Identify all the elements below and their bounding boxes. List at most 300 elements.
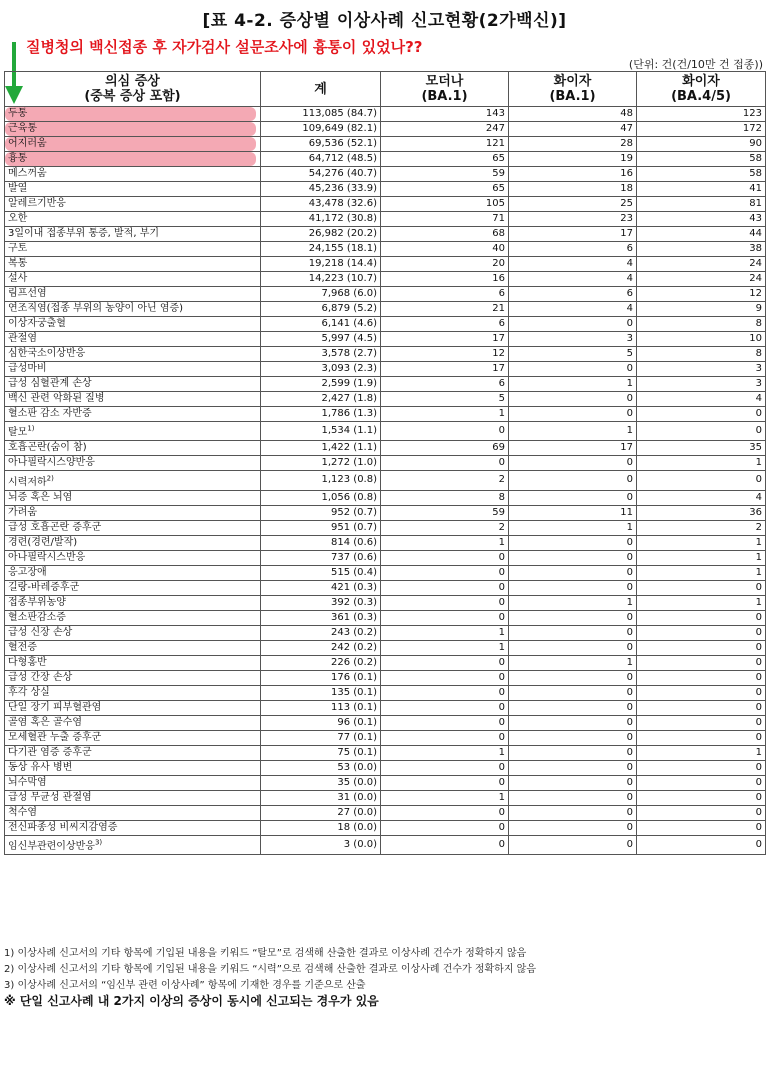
pfizer1-cell: 0	[509, 456, 637, 471]
pfizer45-cell: 0	[637, 471, 766, 490]
pfizer45-cell: 4	[637, 392, 766, 407]
symptom-text: 호흡곤란(숨이 참)	[8, 442, 87, 454]
moderna-cell: 0	[381, 670, 509, 685]
total-cell: 109,649 (82.1)	[261, 122, 381, 137]
pfizer1-cell: 0	[509, 685, 637, 700]
total-cell: 3 (0.0)	[261, 835, 381, 854]
pfizer45-cell: 0	[637, 670, 766, 685]
pfizer45-cell: 24	[637, 272, 766, 287]
footnote-3: 3) 이상사례 신고서의 “임신부 관련 이상사례” 항목에 기재한 경우를 기준으로 산출	[4, 980, 366, 991]
table-row	[5, 362, 766, 377]
symptom-cell	[5, 610, 261, 625]
table-row	[5, 332, 766, 347]
table-row	[5, 152, 766, 167]
symptom-label	[8, 522, 101, 533]
moderna-cell: 17	[381, 332, 509, 347]
unit-label: (단위: 건(건/10만 건 접종))	[628, 58, 763, 71]
symptom-text: 척수염	[8, 806, 37, 818]
symptom-label	[8, 492, 72, 503]
pfizer1-cell: 0	[509, 610, 637, 625]
symptom-text: 접종부위농양	[8, 596, 66, 608]
symptom-label	[8, 408, 92, 419]
total-cell: 18 (0.0)	[261, 820, 381, 835]
header-moderna	[381, 72, 509, 107]
highlighted-symptom-label	[5, 107, 256, 121]
table-row	[5, 137, 766, 152]
total-cell: 19,218 (14.4)	[261, 257, 381, 272]
symptom-cell	[5, 122, 261, 137]
symptom-cell	[5, 392, 261, 407]
symptom-text: 골염 혹은 골수염	[8, 716, 82, 728]
total-cell: 75 (0.1)	[261, 745, 381, 760]
symptom-label	[8, 732, 101, 743]
pfizer1-cell: 1	[509, 595, 637, 610]
pfizer45-cell: 58	[637, 167, 766, 182]
pfizer1-cell: 5	[509, 347, 637, 362]
total-cell: 951 (0.7)	[261, 520, 381, 535]
total-cell: 24,155 (18.1)	[261, 242, 381, 257]
symptom-label	[8, 427, 35, 438]
table-row	[5, 820, 766, 835]
table-row	[5, 685, 766, 700]
moderna-cell: 0	[381, 610, 509, 625]
table-row	[5, 745, 766, 760]
total-cell: 421 (0.3)	[261, 580, 381, 595]
symptom-label	[8, 258, 27, 269]
pfizer1-cell: 0	[509, 565, 637, 580]
pfizer45-cell: 8	[637, 347, 766, 362]
symptom-label	[8, 672, 72, 683]
table-row	[5, 790, 766, 805]
pfizer45-cell: 0	[637, 790, 766, 805]
table-row	[5, 625, 766, 640]
pfizer1-cell: 1	[509, 422, 637, 441]
total-cell: 814 (0.6)	[261, 535, 381, 550]
symptom-cell	[5, 182, 261, 197]
total-cell: 6,879 (5.2)	[261, 302, 381, 317]
pfizer1-cell: 0	[509, 745, 637, 760]
footnote-marker: 1)	[27, 425, 35, 433]
symptom-cell	[5, 212, 261, 227]
total-cell: 242 (0.2)	[261, 640, 381, 655]
symptom-text: 급성 호흡곤란 증후군	[8, 521, 102, 533]
symptom-text: 알레르기반응	[8, 198, 66, 209]
pfizer1-cell: 0	[509, 730, 637, 745]
symptom-cell	[5, 490, 261, 505]
symptom-text: 급성마비	[8, 363, 47, 374]
total-cell: 1,786 (1.3)	[261, 407, 381, 422]
table-row	[5, 242, 766, 257]
total-cell: 737 (0.6)	[261, 550, 381, 565]
total-cell: 5,997 (4.5)	[261, 332, 381, 347]
moderna-cell: 69	[381, 441, 509, 456]
moderna-cell: 143	[381, 107, 509, 122]
pfizer1-cell: 0	[509, 392, 637, 407]
pfizer45-cell: 44	[637, 227, 766, 242]
header-pfizer-ba45	[637, 72, 766, 107]
header-moderna-line1: 모더나	[425, 74, 464, 89]
symptom-label	[8, 213, 27, 224]
pfizer1-cell: 0	[509, 625, 637, 640]
moderna-cell: 1	[381, 640, 509, 655]
moderna-cell: 0	[381, 715, 509, 730]
pfizer45-cell: 3	[637, 362, 766, 377]
symptom-cell	[5, 107, 261, 122]
pfizer45-cell: 0	[637, 820, 766, 835]
symptom-text: 후각 상실	[8, 686, 50, 698]
symptom-text: 오한	[8, 213, 28, 224]
table-row	[5, 640, 766, 655]
pfizer45-cell: 58	[637, 152, 766, 167]
total-cell: 35 (0.0)	[261, 775, 381, 790]
moderna-cell: 1	[381, 407, 509, 422]
total-cell: 176 (0.1)	[261, 670, 381, 685]
symptom-cell	[5, 242, 261, 257]
symptom-text: 급성 신장 손상	[8, 626, 73, 638]
symptom-cell	[5, 715, 261, 730]
moderna-cell: 105	[381, 197, 509, 212]
symptom-cell	[5, 227, 261, 242]
total-cell: 26,982 (20.2)	[261, 227, 381, 242]
moderna-cell: 0	[381, 730, 509, 745]
table-header-row	[5, 72, 766, 107]
pfizer45-cell: 41	[637, 182, 766, 197]
pfizer45-cell: 0	[637, 805, 766, 820]
total-cell: 226 (0.2)	[261, 655, 381, 670]
table-row	[5, 182, 766, 197]
symptom-cell	[5, 520, 261, 535]
symptom-cell	[5, 700, 261, 715]
pfizer1-cell: 1	[509, 377, 637, 392]
pfizer45-cell: 0	[637, 610, 766, 625]
symptom-text: 가려움	[8, 506, 37, 518]
symptom-cell	[5, 595, 261, 610]
pfizer45-cell: 0	[637, 835, 766, 854]
symptom-label	[8, 537, 77, 548]
pfizer45-cell: 1	[637, 565, 766, 580]
symptom-label	[8, 198, 66, 209]
table-row	[5, 715, 766, 730]
symptom-label	[8, 838, 103, 852]
pfizer1-cell: 0	[509, 670, 637, 685]
symptom-text: 연조직염(접종 부위의 농양이 아닌 염증)	[8, 303, 184, 314]
symptom-cell	[5, 580, 261, 595]
pfizer1-cell: 17	[509, 227, 637, 242]
symptom-cell	[5, 505, 261, 520]
pfizer1-cell: 0	[509, 640, 637, 655]
symptom-label	[8, 243, 27, 254]
pfizer45-cell: 90	[637, 137, 766, 152]
total-cell: 45,236 (33.9)	[261, 182, 381, 197]
pfizer1-cell: 16	[509, 167, 637, 182]
pfizer1-cell: 17	[509, 441, 637, 456]
symptom-text: 3일이내 접종부위 통증, 발적, 부기	[8, 228, 160, 239]
pfizer1-cell: 0	[509, 362, 637, 377]
moderna-cell: 68	[381, 227, 509, 242]
symptom-cell	[5, 422, 261, 441]
symptom-cell	[5, 790, 261, 805]
symptom-cell	[5, 565, 261, 580]
symptom-text: 설사	[8, 273, 28, 284]
pfizer45-cell: 0	[637, 422, 766, 441]
symptom-label	[8, 747, 92, 758]
total-cell: 3,093 (2.3)	[261, 362, 381, 377]
moderna-cell: 0	[381, 820, 509, 835]
moderna-cell: 0	[381, 565, 509, 580]
moderna-cell: 0	[381, 550, 509, 565]
symptom-cell	[5, 535, 261, 550]
total-cell: 3,578 (2.7)	[261, 347, 381, 362]
symptom-cell	[5, 730, 261, 745]
total-cell: 135 (0.1)	[261, 685, 381, 700]
moderna-cell: 1	[381, 745, 509, 760]
total-cell: 6,141 (4.6)	[261, 317, 381, 332]
pfizer45-cell: 123	[637, 107, 766, 122]
symptom-text: 메스꺼움	[8, 168, 47, 179]
symptom-label	[8, 333, 37, 344]
table-row	[5, 287, 766, 302]
pfizer45-cell: 0	[637, 685, 766, 700]
table-row	[5, 407, 766, 422]
table-row	[5, 302, 766, 317]
symptom-text: 임신부관련이상반응	[8, 840, 95, 852]
total-cell: 53 (0.0)	[261, 760, 381, 775]
symptom-text: 경련(경련/발작)	[8, 536, 78, 548]
symptom-cell	[5, 197, 261, 212]
moderna-cell: 16	[381, 272, 509, 287]
table-row	[5, 107, 766, 122]
moderna-cell: 20	[381, 257, 509, 272]
highlighted-symptom-label	[5, 122, 256, 136]
pfizer45-cell: 12	[637, 287, 766, 302]
symptom-text: 심한국소이상반응	[8, 348, 86, 359]
pfizer45-cell: 0	[637, 715, 766, 730]
table-row	[5, 670, 766, 685]
general-note: ※ 단일 신고사례 내 2가지 이상의 증상이 동시에 신고되는 경우가 있음	[4, 994, 379, 1008]
highlighted-symptom-label	[5, 152, 256, 166]
symptom-label	[8, 393, 104, 404]
table-row	[5, 550, 766, 565]
total-cell: 1,056 (0.8)	[261, 490, 381, 505]
symptom-cell	[5, 302, 261, 317]
total-cell: 1,534 (1.1)	[261, 422, 381, 441]
symptom-text: 이상자궁출혈	[8, 318, 66, 329]
moderna-cell: 40	[381, 242, 509, 257]
pfizer1-cell: 47	[509, 122, 637, 137]
table-row	[5, 167, 766, 182]
symptom-label	[8, 552, 85, 563]
symptom-text: 백신 관련 악화된 질병	[8, 393, 105, 404]
table-row	[5, 347, 766, 362]
symptom-text: 관절염	[8, 333, 37, 344]
moderna-cell: 0	[381, 456, 509, 471]
pfizer45-cell: 0	[637, 407, 766, 422]
total-cell: 1,422 (1.1)	[261, 441, 381, 456]
symptom-text: 발열	[8, 183, 28, 194]
moderna-cell: 0	[381, 422, 509, 441]
symptom-label	[8, 457, 95, 468]
table-row	[5, 272, 766, 287]
pfizer45-cell: 0	[637, 730, 766, 745]
moderna-cell: 21	[381, 302, 509, 317]
symptom-cell	[5, 257, 261, 272]
footnote-marker: 3)	[94, 838, 103, 847]
symptom-cell	[5, 272, 261, 287]
total-cell: 31 (0.0)	[261, 790, 381, 805]
header-symptom-line1: 의심 증상	[105, 74, 160, 89]
symptom-text: 길랑-바레증후군	[8, 581, 80, 593]
symptom-label	[8, 612, 66, 623]
pfizer45-cell: 1	[637, 456, 766, 471]
symptom-label	[8, 318, 66, 329]
symptom-text: 뇌수막염	[8, 776, 47, 788]
table-row	[5, 565, 766, 580]
table-row	[5, 520, 766, 535]
header-pfizer-ba1	[509, 72, 637, 107]
total-cell: 7,968 (6.0)	[261, 287, 381, 302]
symptom-text: 급성 심혈관계 손상	[8, 378, 92, 389]
moderna-cell: 59	[381, 505, 509, 520]
annotation-text: 질병청의 백신접종 후 자가검사 설문조사에 흉통이 있었나??	[26, 38, 423, 56]
header-pfizer-ba45-line2: (BA.4/5)	[671, 89, 731, 104]
pfizer1-cell: 23	[509, 212, 637, 227]
symptom-text: 동상 유사 병변	[8, 761, 73, 773]
table-row	[5, 471, 766, 490]
symptom-text: 아나필락시스반응	[8, 551, 86, 563]
pfizer1-cell: 0	[509, 835, 637, 854]
symptom-cell	[5, 287, 261, 302]
symptom-text: 혈전증	[8, 641, 37, 653]
table-row	[5, 835, 766, 854]
total-cell: 14,223 (10.7)	[261, 272, 381, 287]
table-row	[5, 730, 766, 745]
moderna-cell: 71	[381, 212, 509, 227]
symptom-cell	[5, 775, 261, 790]
total-cell: 64,712 (48.5)	[261, 152, 381, 167]
header-total: 계	[261, 72, 381, 107]
total-cell: 77 (0.1)	[261, 730, 381, 745]
moderna-cell: 121	[381, 137, 509, 152]
moderna-cell: 65	[381, 152, 509, 167]
symptom-label	[8, 657, 47, 668]
pfizer45-cell: 0	[637, 760, 766, 775]
header-symptom	[5, 72, 261, 107]
pfizer45-cell: 0	[637, 775, 766, 790]
pfizer1-cell: 19	[509, 152, 637, 167]
pfizer45-cell: 3	[637, 377, 766, 392]
moderna-cell: 1	[381, 790, 509, 805]
table-row	[5, 775, 766, 790]
symptom-cell	[5, 407, 261, 422]
total-cell: 54,276 (40.7)	[261, 167, 381, 182]
pfizer45-cell: 24	[637, 257, 766, 272]
pfizer1-cell: 6	[509, 287, 637, 302]
symptom-text: 복통	[8, 258, 28, 269]
symptom-label	[8, 288, 47, 299]
pfizer1-cell: 0	[509, 820, 637, 835]
moderna-cell: 8	[381, 490, 509, 505]
symptom-cell	[5, 805, 261, 820]
symptom-cell	[5, 456, 261, 471]
pfizer45-cell: 0	[637, 655, 766, 670]
moderna-cell: 0	[381, 595, 509, 610]
symptom-cell	[5, 550, 261, 565]
pfizer45-cell: 0	[637, 580, 766, 595]
pfizer45-cell: 4	[637, 490, 766, 505]
symptom-label	[8, 777, 47, 788]
table-title: [표 4-2. 증상별 이상사례 신고현황(2가백신)]	[202, 11, 567, 31]
symptom-cell	[5, 332, 261, 347]
symptom-label	[8, 597, 66, 608]
symptom-label	[8, 168, 47, 179]
total-cell: 361 (0.3)	[261, 610, 381, 625]
symptom-label	[8, 702, 101, 713]
table-row	[5, 595, 766, 610]
symptom-text: 모세혈관 누출 증후군	[8, 731, 102, 743]
table-row	[5, 377, 766, 392]
table-row	[5, 700, 766, 715]
table-row	[5, 422, 766, 441]
symptom-text: 다기관 염증 증후군	[8, 746, 92, 758]
total-cell: 113,085 (84.7)	[261, 107, 381, 122]
pfizer1-cell: 0	[509, 790, 637, 805]
symptom-text: 림프선염	[8, 288, 47, 299]
symptom-text: 근육통	[8, 123, 37, 134]
symptom-text: 급성 간장 손상	[8, 671, 73, 683]
pfizer1-cell: 1	[509, 520, 637, 535]
pfizer1-cell: 4	[509, 272, 637, 287]
total-cell: 69,536 (52.1)	[261, 137, 381, 152]
pfizer45-cell: 2	[637, 520, 766, 535]
pfizer45-cell: 9	[637, 302, 766, 317]
table-row	[5, 610, 766, 625]
header-pfizer-ba1-line1: 화이자	[553, 74, 592, 89]
symptom-text: 다형홍반	[8, 656, 47, 668]
table-row	[5, 392, 766, 407]
pfizer1-cell: 0	[509, 471, 637, 490]
symptom-label	[8, 582, 79, 593]
symptom-text: 어지러움	[8, 138, 47, 149]
pfizer45-cell: 8	[637, 317, 766, 332]
symptom-cell	[5, 625, 261, 640]
symptom-text: 흉통	[8, 153, 28, 164]
symptom-text: 혈소판 감소 자반증	[8, 408, 92, 419]
moderna-cell: 6	[381, 287, 509, 302]
symptom-label	[8, 627, 72, 638]
symptom-label	[8, 183, 27, 194]
pfizer1-cell: 0	[509, 490, 637, 505]
moderna-cell: 59	[381, 167, 509, 182]
symptom-label	[8, 303, 183, 314]
total-cell: 952 (0.7)	[261, 505, 381, 520]
table-row	[5, 257, 766, 272]
pfizer45-cell: 172	[637, 122, 766, 137]
table-row	[5, 535, 766, 550]
pfizer1-cell: 11	[509, 505, 637, 520]
moderna-cell: 0	[381, 700, 509, 715]
pfizer1-cell: 1	[509, 655, 637, 670]
pfizer1-cell: 28	[509, 137, 637, 152]
header-moderna-line2: (BA.1)	[421, 89, 468, 104]
symptom-text: 뇌증 혹은 뇌염	[8, 491, 73, 503]
total-cell: 2,599 (1.9)	[261, 377, 381, 392]
pfizer1-cell: 6	[509, 242, 637, 257]
table-row	[5, 317, 766, 332]
symptom-cell	[5, 347, 261, 362]
symptom-cell	[5, 640, 261, 655]
moderna-cell: 0	[381, 685, 509, 700]
symptom-cell	[5, 317, 261, 332]
